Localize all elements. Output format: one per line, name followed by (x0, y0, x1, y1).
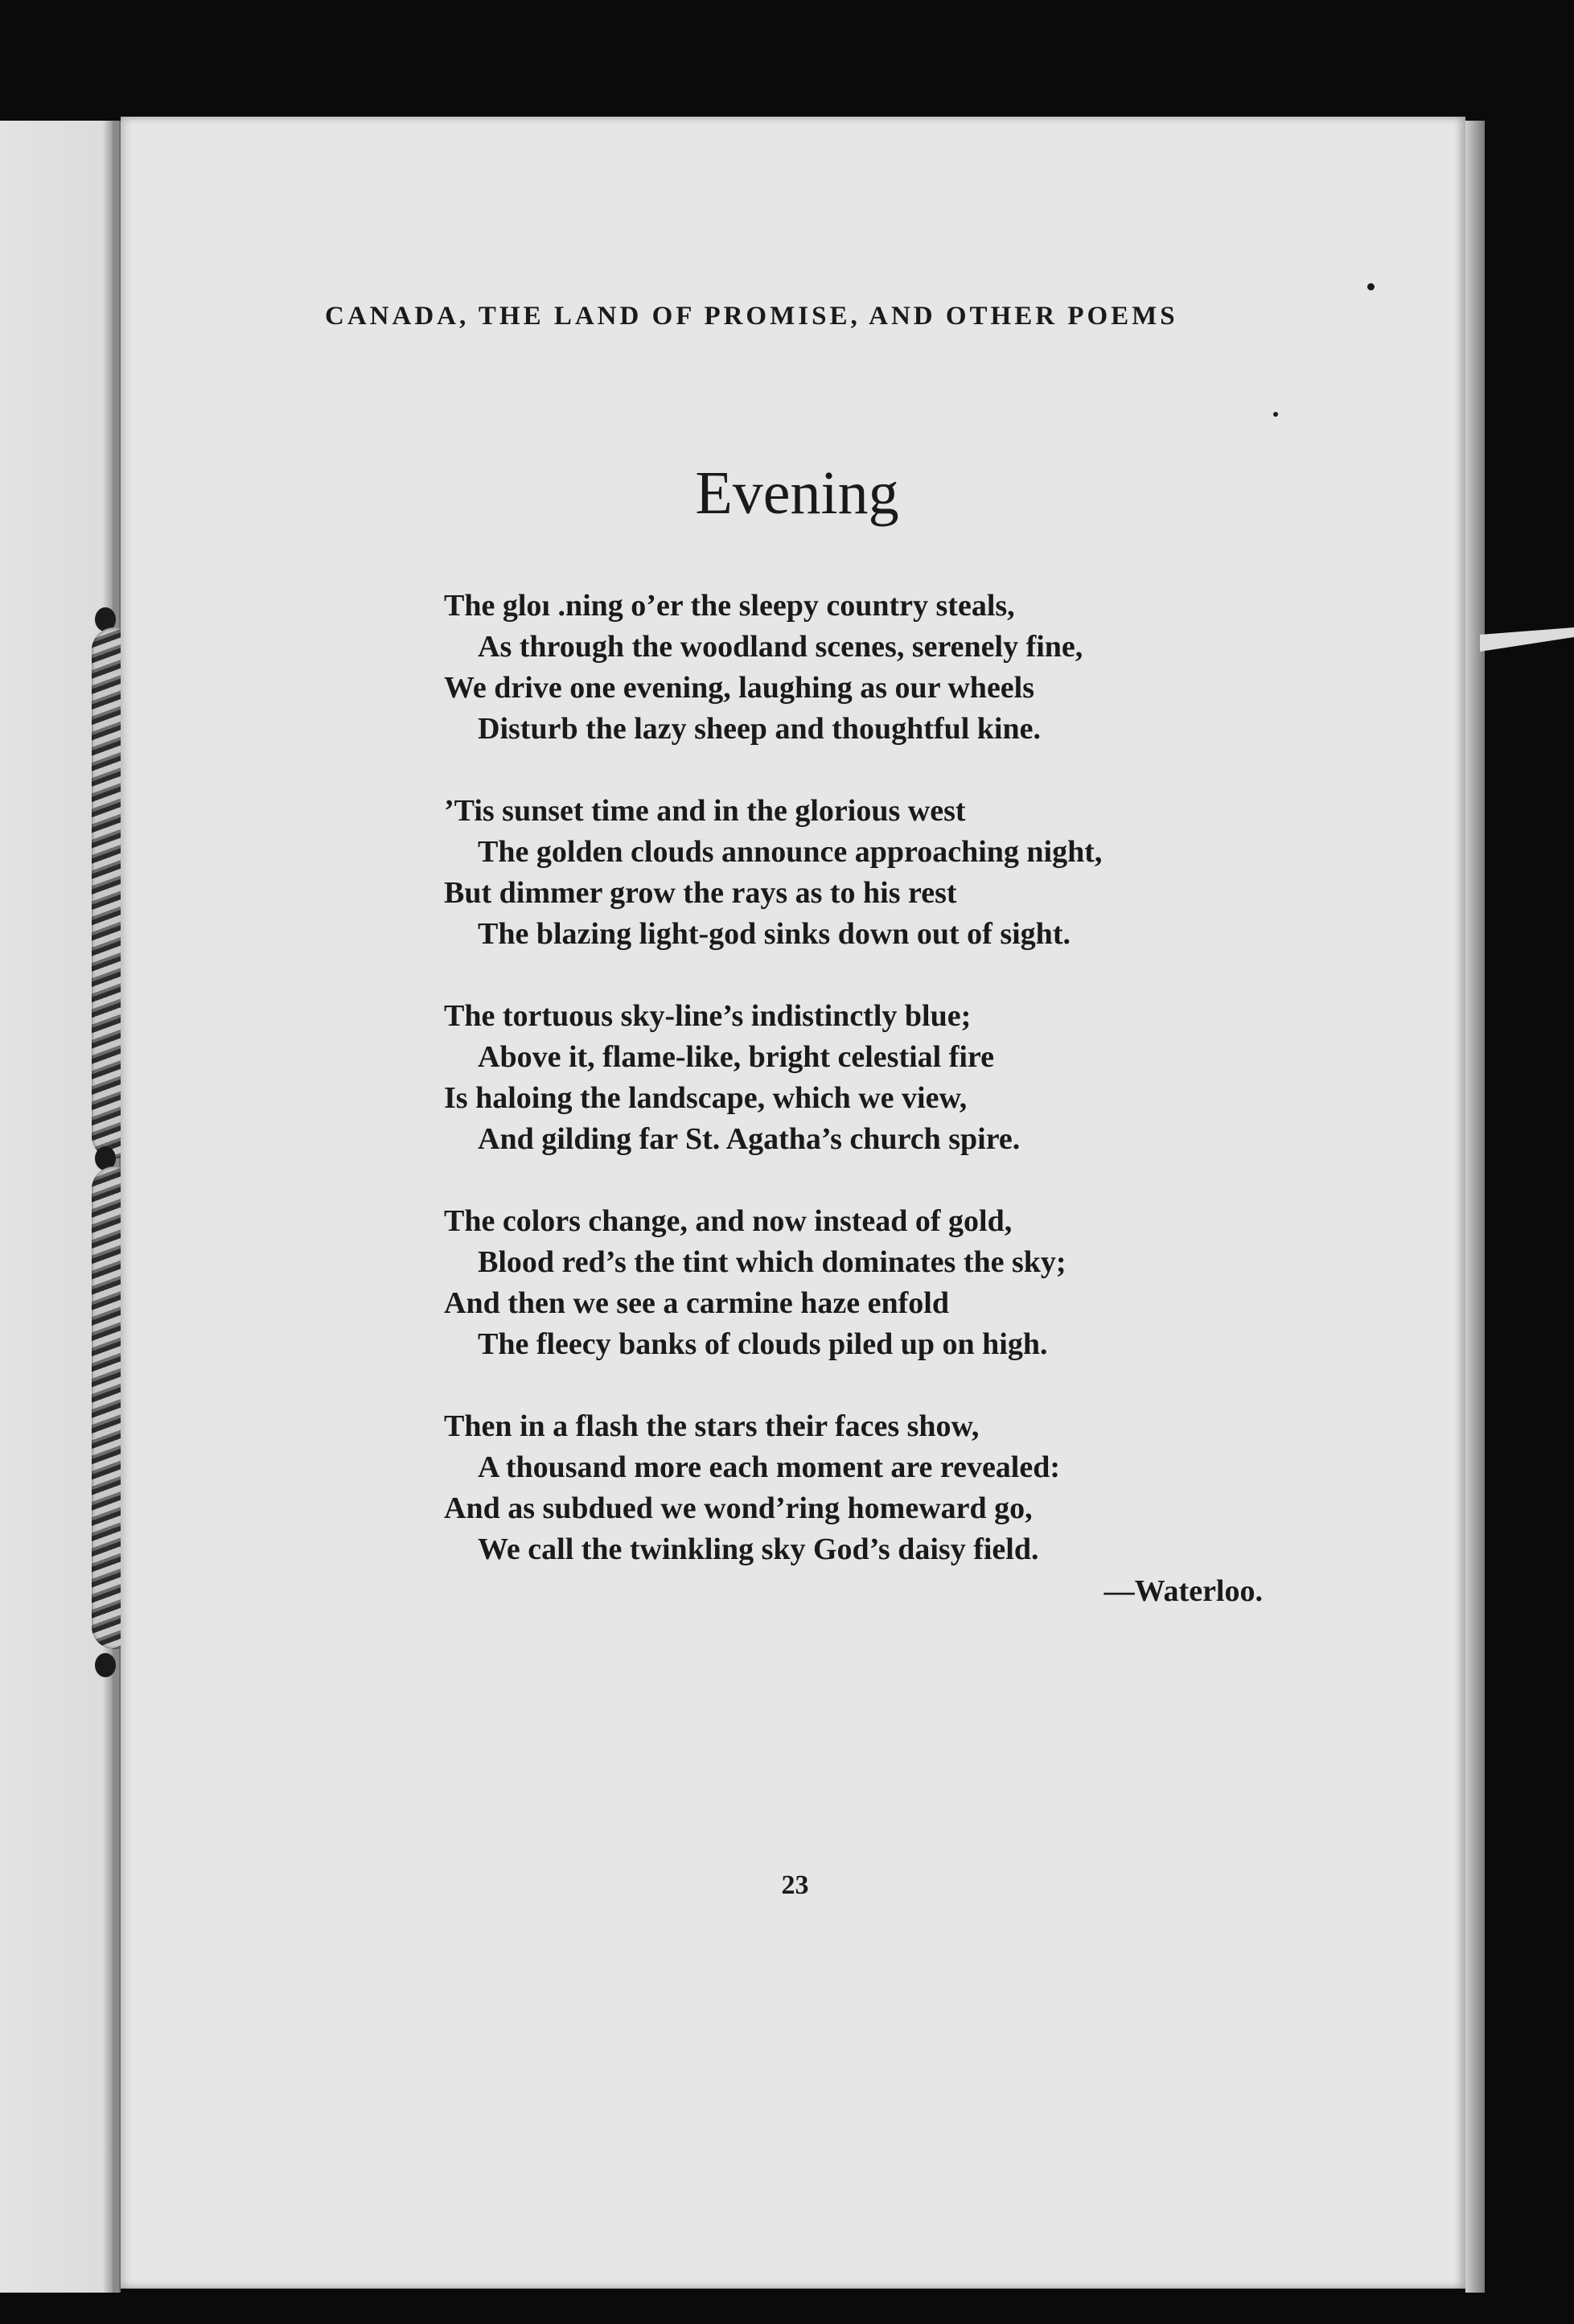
stanza (444, 791, 1297, 955)
poem-line: But dimmer grow the rays as to his rest (444, 876, 957, 910)
poem-attribution: —Waterloo. (1103, 1574, 1263, 1608)
poem-line: And gilding far St. Agatha’s church spire. (478, 1122, 1021, 1156)
ink-speck (1367, 283, 1375, 290)
poem-line: The blazing light-god sinks down out of sight. (478, 917, 1071, 951)
stanza (444, 996, 1297, 1160)
poem-body (444, 586, 1297, 1612)
poem-line: The gloı .ning o’er the sleepy country steals, (444, 589, 1015, 623)
poem-line: Disturb the lazy sheep and thoughtful kine. (478, 712, 1041, 746)
stanza (444, 586, 1297, 750)
poem-line: The tortuous sky-line’s indistinctly blue; (444, 999, 972, 1033)
stanza (444, 1201, 1297, 1365)
poem-line: A thousand more each moment are revealed: (478, 1450, 1061, 1484)
poem-line: Blood red’s the tint which dominates the sky; (478, 1245, 1066, 1279)
poem-line: We call the twinkling sky God’s daisy field. (478, 1532, 1039, 1566)
poem-line: The fleecy banks of clouds piled up on high. (478, 1327, 1048, 1361)
running-head: CANADA, THE LAND OF PROMISE, AND OTHER POEMS (325, 302, 1178, 331)
page-right-edge (1465, 121, 1485, 2293)
poem-line: And as subdued we wond’ring homeward go, (444, 1491, 1033, 1525)
page-number: 23 (781, 1870, 809, 1900)
poem-line: We drive one evening, laughing as our wheels (444, 671, 1035, 705)
poem-line: The golden clouds announce approaching night, (478, 835, 1103, 869)
poem-line: Above it, flame-like, bright celestial fire (478, 1040, 994, 1074)
paper-scrap (1480, 627, 1574, 652)
poem-line: Then in a flash the stars their faces show, (444, 1409, 980, 1443)
poem-line: ’Tis sunset time and in the glorious west (444, 794, 966, 828)
ink-speck (1273, 412, 1278, 417)
stanza (444, 1406, 1297, 1612)
poem-line: As through the woodland scenes, serenely fine, (478, 630, 1083, 664)
poem-line: And then we see a carmine haze enfold (444, 1286, 949, 1320)
poem-line: The colors change, and now instead of gold, (444, 1204, 1013, 1238)
poem-line: Is haloing the landscape, which we view, (444, 1081, 968, 1115)
poem-title: Evening (695, 459, 899, 527)
binding-knot-bottom (95, 1653, 116, 1677)
